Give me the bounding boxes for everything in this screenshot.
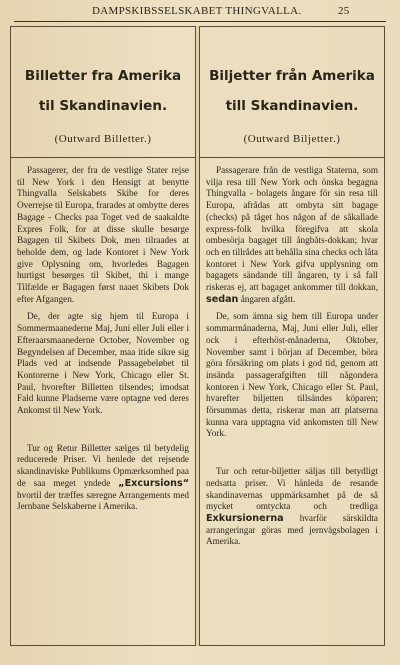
danish-rule	[11, 157, 195, 158]
swedish-heading-line2: till Skandinavien.	[225, 98, 359, 114]
danish-heading-line1: Billetter fra Amerika	[24, 68, 182, 84]
page-number: 25	[338, 5, 350, 17]
danish-p3-tail: hvortil der træffes særegne Arrangements med Jernbane Selskaberne i Amerika.	[17, 489, 189, 512]
danish-paragraph-3	[17, 443, 189, 513]
swedish-rule	[200, 157, 384, 158]
danish-paragraph-2: De, der agte sig hjem til Europa i Sommermaanederne Maj, Juni eller Juli eller i Efteraarsmaanederne October, November og Begyndelsen af December, maa itide sikre sig Plads ved at indsende Passagebeløbet til Kontorerne i New York, Chicago eller St. Paul, hvorefter Billetten tilsendes; imodsat Fald kunne Pladserne være optagne ved deres Ankomst til New York.	[17, 311, 189, 416]
danish-column	[10, 26, 196, 646]
danish-subtitle: (Outward Billetter.)	[54, 133, 152, 145]
swedish-paragraph-2: De, som ämna sig hem till Europa under sommarmånaderna, Maj, Juni eller Juli, eller ock i efterhöst-månaderna, Oktober, November samt i början af December, böra göra försäkring om plats i god tid, genom att insända passagerafgiften till någondera kontoren i New York, Chicago eller St. Paul, hvarefter biljetten tillsändes köparen; försummas detta, riskerar man att platserna kunna vara upptagna vid ankomsten till New York.	[206, 311, 378, 439]
header-rule	[14, 21, 386, 22]
danish-heading-line2: til Skandinavien.	[38, 98, 168, 114]
swedish-heading	[206, 61, 378, 121]
swedish-paragraph-3	[206, 466, 378, 548]
danish-p3-lead: Tur og Retur Billetter sælges til betydelig reducerede Priser. Vi henlede det rejsende skandinaviske Publikums Opmærksomhed paa de saa meget yndede	[17, 442, 189, 488]
exkursionerna-emphasis: Exkursionerna	[206, 512, 284, 524]
swedish-p1-tail: ångaren afgått.	[238, 293, 296, 304]
running-head	[0, 3, 400, 19]
running-head-title: DAMPSKIBSSELSKABET THINGVALLA.	[92, 5, 302, 17]
danish-heading	[17, 61, 189, 121]
danish-paragraph-1: Passagerer, der fra de vestlige Stater rejse til New York i den Hensigt at benytte Thingvalla Selskabets Skibe for deres Overrejse til Europa, frarades at ombytte deres Bagage - Checks paa Toget ved de saakaldte Expres Folk, for at disse skulle besørge Bagagen til Skibets Dok, men tilraades at beholde dem, og lade Kontoret i New York give Oplysning om, hvorledes Bagagen hurtigst besørges til Skibet, thi i mange Tilfælde er Bagagen først naaet Skibets Dok efter Afgangen.	[17, 165, 189, 304]
swedish-p1-lead: Passagerare från de vestliga Staterna, som vilja resa till New York och önska begagna Thingvalla - bolagets ångare för sin resa till Europa, afrådas att ombyta sitt bagage (checks) på tåget hos någon af de såkallade express-folk hvilka föregifva att skola ombesörja bagaget till ångbåts-dokkan; hvar och en tillrådes att behålla sina checks och låta kontoret i New York gifva upplysning om bagagets sändande till ångaren, ty i så fall riskeras ej, att bagaget ankommer till dokkan,	[206, 165, 378, 293]
swedish-subtitle: (Outward Biljetter.)	[243, 133, 341, 145]
swedish-heading-line1: Biljetter från Amerika	[209, 68, 375, 84]
swedish-p3-tail: hvarför särskildta arrangeringar göras med jernvägsbolagen i Amerika.	[206, 512, 378, 547]
sedan-emphasis: sedan	[206, 293, 239, 305]
excursions-emphasis: „Excursions“	[118, 477, 189, 489]
swedish-column	[199, 26, 385, 646]
swedish-paragraph-1	[206, 165, 378, 305]
swedish-p3-lead: Tur och retur-biljetter säljas till betydligt nedsatta priser. Vi hänleda de resande skandinavernas uppmärksamhet på de så mycket omtyckta och tredliga	[206, 466, 378, 512]
